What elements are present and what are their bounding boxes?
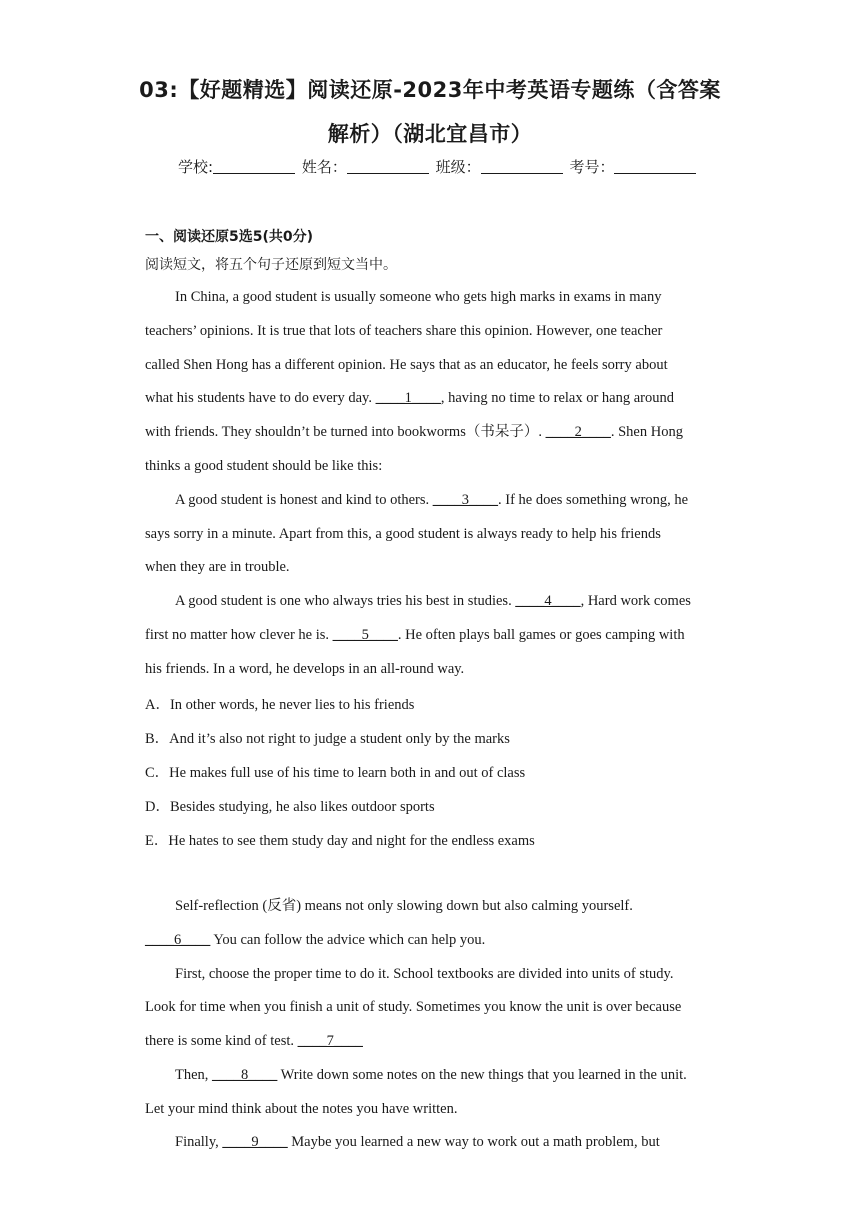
passage1-line: when they are in trouble. (145, 559, 290, 575)
document-title-line1: 03:【好题精选】阅读还原-2023年中考英语专题练（含答案 (139, 78, 721, 102)
passage1-line (145, 422, 683, 442)
passage-text: with friends. They shouldn’t be turned into bookworms（书呆子）. (145, 424, 546, 440)
passage-text: there is some kind of test. (145, 1033, 298, 1049)
blank-9: ____9____ (222, 1134, 288, 1150)
option-a: A．In other words, he never lies to his friends (145, 697, 415, 713)
blank-5: ____5____ (332, 627, 398, 643)
passage-text: what his students have to do every day. (145, 390, 376, 406)
blank-4: ____4____ (515, 593, 581, 609)
passage2-line: Look for time when you finish a unit of study. Sometimes you know the unit is over because (145, 999, 682, 1015)
class-label: 班级： (435, 158, 481, 176)
blank-6: ____6____ (145, 932, 211, 948)
passage-text: You can follow the advice which can help you. (210, 932, 486, 948)
blank-7: ____7____ (297, 1033, 363, 1049)
blank-1: ____1____ (375, 390, 441, 406)
passage1-line: says sorry in a minute. Apart from this, a good student is always ready to help his friends (145, 526, 661, 542)
passage1-line: teachers’ opinions. It is true that lots of teachers share this opinion. However, one teacher (145, 323, 663, 339)
passage-text: A good student is honest and kind to others. (175, 492, 433, 508)
passage2-line: Self-reflection (反省) means not only slowing down but also calming yourself. (175, 898, 633, 914)
passage2-line (145, 1031, 363, 1051)
passage2-line (175, 1132, 660, 1152)
passage1-line (145, 625, 685, 645)
document-title-line2: 解析）（湖北宜昌市） (327, 122, 533, 146)
option-d: D．Besides studying, he also likes outdoor sports (145, 799, 435, 815)
blank-8: ____8____ (212, 1067, 278, 1083)
passage1-line (175, 591, 691, 611)
passage2-line: Let your mind think about the notes you have written. (145, 1101, 458, 1117)
passage-text: . He often plays ball games or goes camping with (397, 627, 685, 643)
passage1-line (145, 388, 674, 408)
option-b: B．And it’s also not right to judge a student only by the marks (145, 731, 510, 747)
blank-3: ____3____ (432, 492, 499, 508)
passage-text: , Hard work comes (580, 593, 691, 609)
passage2-line (175, 1065, 687, 1085)
passage-text: first no matter how clever he is. (145, 627, 333, 643)
passage1-line: thinks a good student should be like this: (145, 458, 383, 474)
section-heading: 一、阅读还原5选5(共0分) (145, 229, 314, 245)
name-blank[interactable] (347, 159, 429, 174)
passage2-line: First, choose the proper time to do it. School textbooks are divided into units of study. (175, 966, 674, 982)
passage1-line: called Shen Hong has a different opinion. He says that as an educator, he feels sorry about (145, 357, 668, 373)
passage1-line (175, 490, 688, 510)
passage-text: . Shen Hong (610, 424, 683, 440)
exam-number-blank[interactable] (614, 159, 696, 174)
passage2-line (145, 930, 485, 950)
passage-text: Maybe you learned a new way to work out a math problem, but (287, 1134, 660, 1150)
name-label: 姓名： (301, 158, 347, 176)
blank-2: ____2____ (545, 424, 611, 440)
class-blank[interactable] (481, 159, 563, 174)
school-label: 学校: (178, 158, 214, 176)
passage1-line: In China, a good student is usually someone who gets high marks in exams in many (175, 289, 662, 305)
instruction-text: 阅读短文，将五个句子还原到短文当中。 (145, 257, 397, 273)
school-blank[interactable] (213, 159, 295, 174)
passage-text: . If he does something wrong, he (498, 492, 689, 508)
passage-text: Finally, (175, 1134, 223, 1150)
option-e: E．He hates to see them study day and night for the endless exams (145, 833, 535, 849)
passage1-line: his friends. In a word, he develops in an all-round way. (145, 661, 465, 677)
option-c: C．He makes full use of his time to learn both in and out of class (145, 765, 526, 781)
exam-number-label: 考号： (569, 158, 615, 176)
passage-text: Write down some notes on the new things that you learned in the unit. (277, 1067, 687, 1083)
student-info-line (178, 156, 698, 177)
passage-text: , having no time to relax or hang around (440, 390, 675, 406)
passage-text: Then, (175, 1067, 213, 1083)
passage-text: A good student is one who always tries his best in studies. (175, 593, 516, 609)
